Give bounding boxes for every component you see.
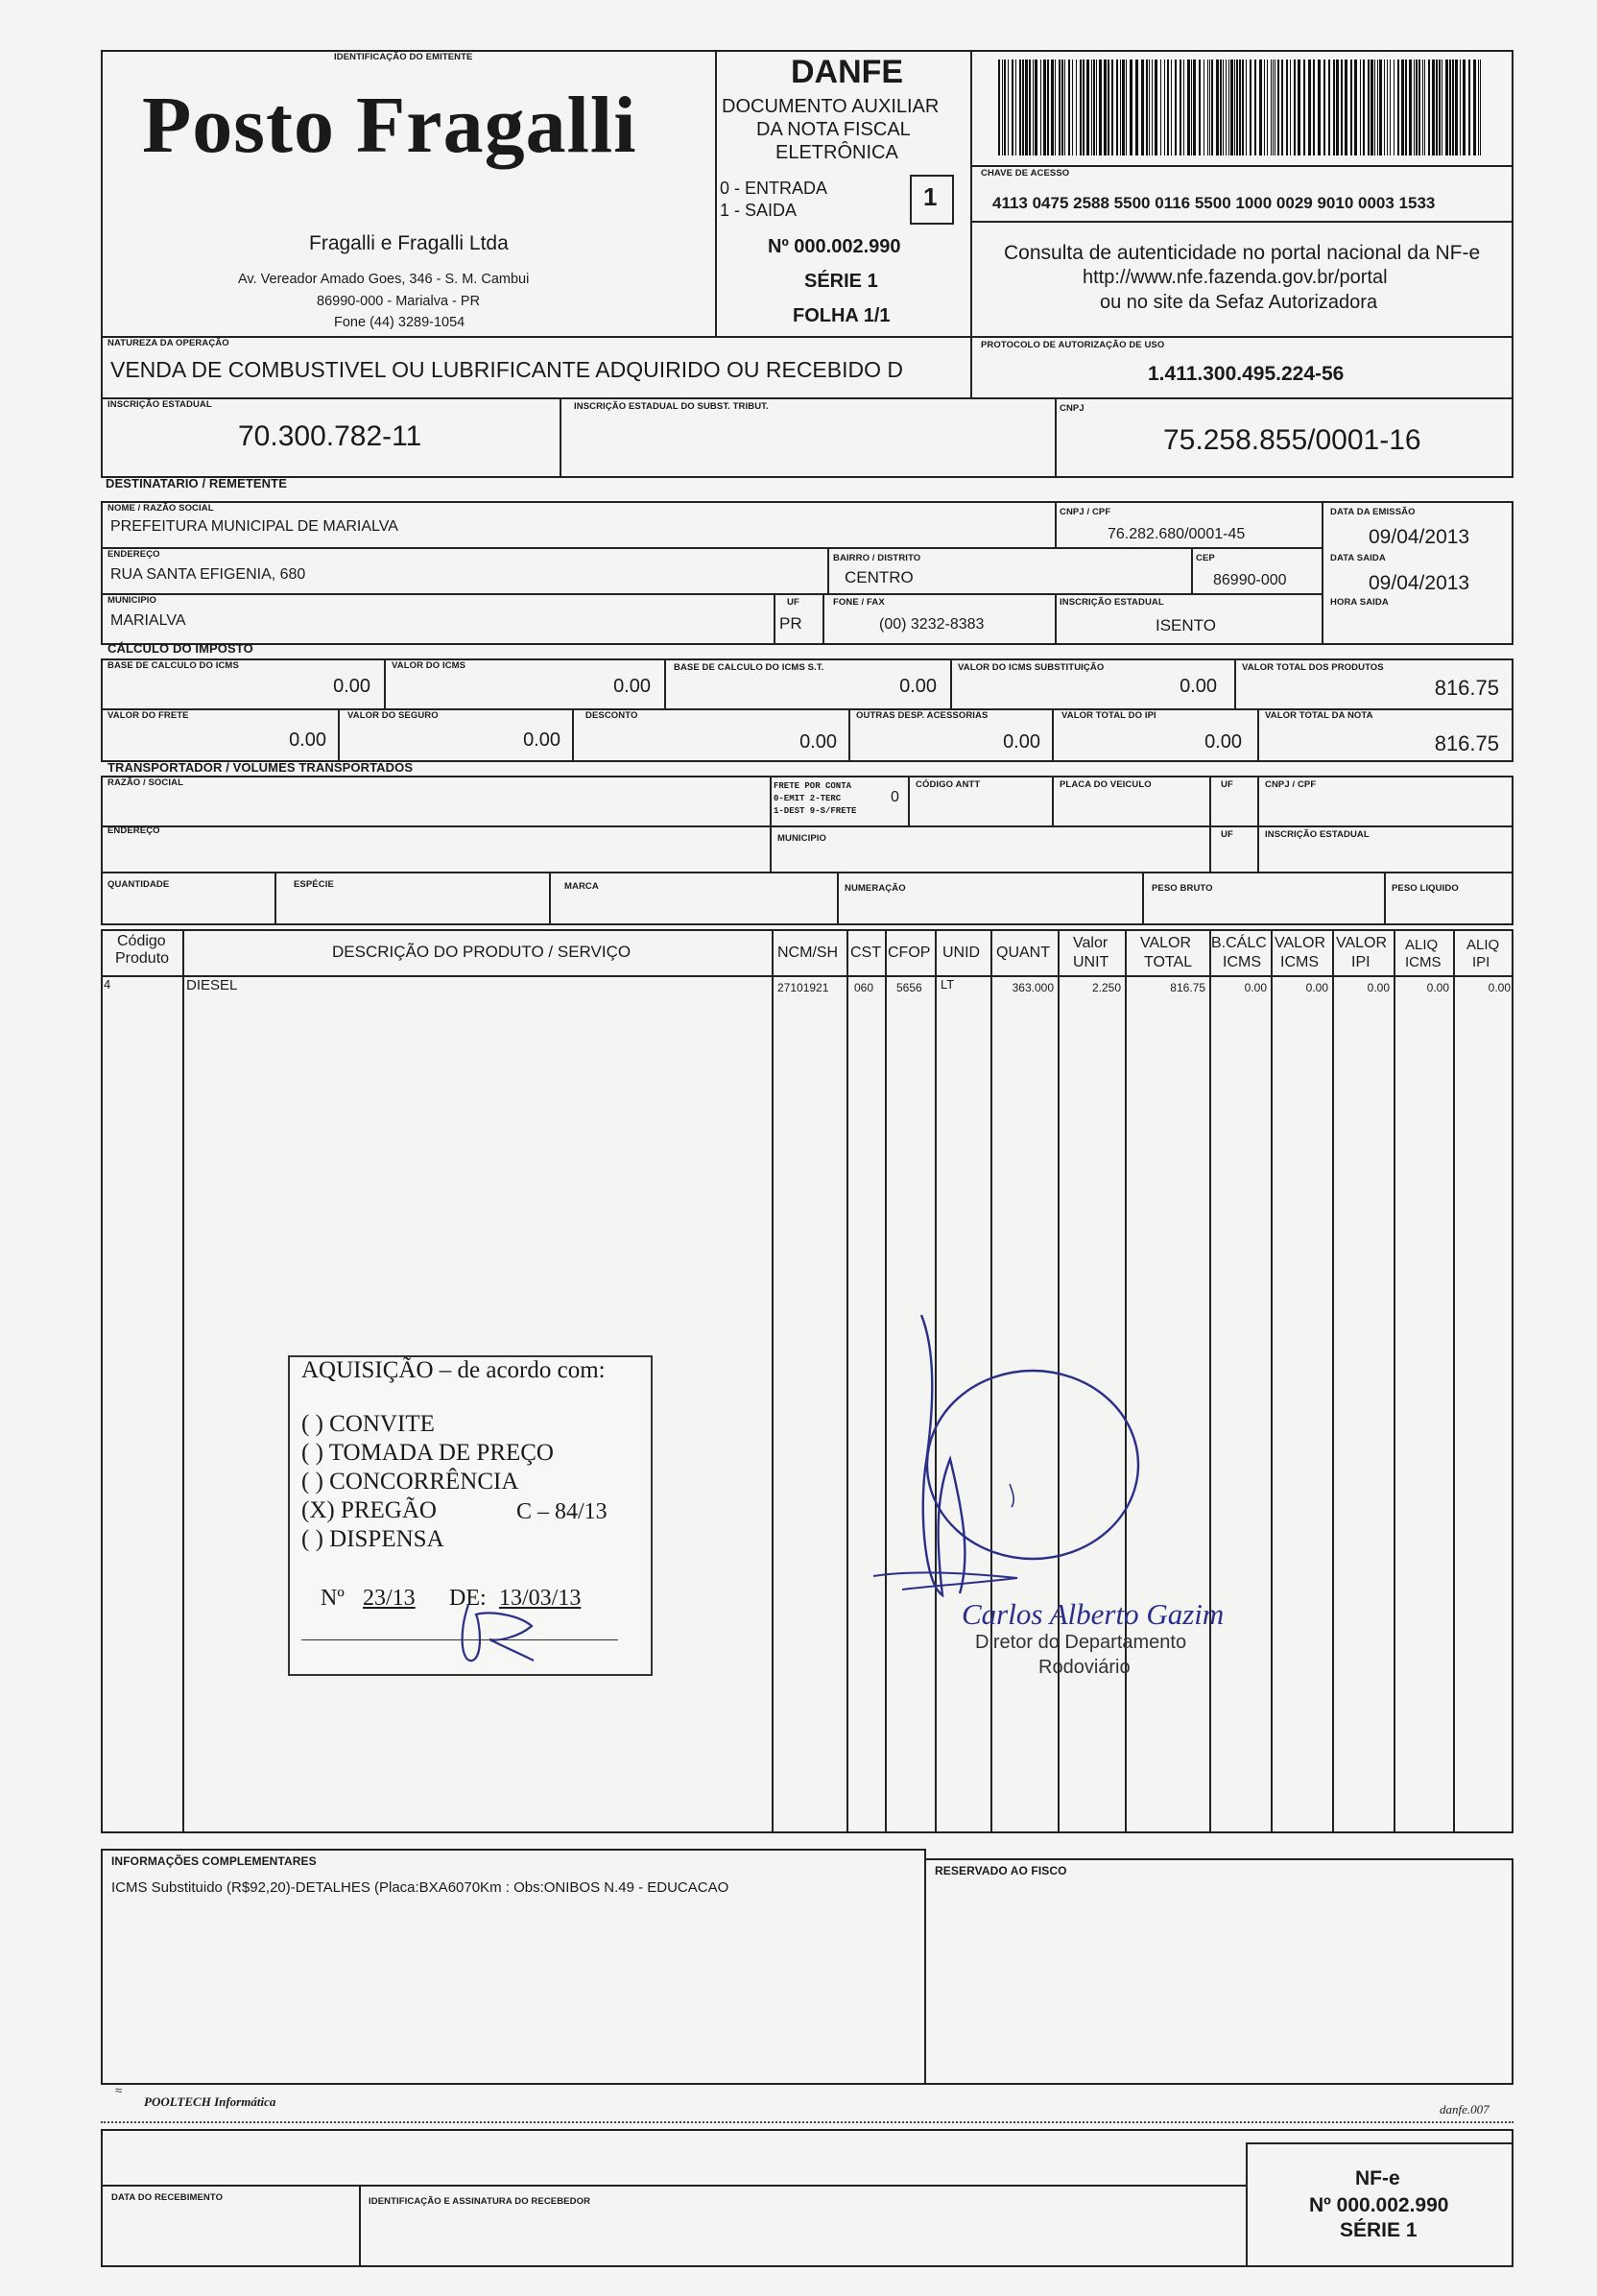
access-key-label: CHAVE DE ACESSO — [981, 168, 1070, 179]
outras-value: 0.00 — [1003, 731, 1040, 753]
col-bcalc-2: ICMS — [1223, 954, 1261, 970]
signature-name: Carlos Alberto Gazim — [962, 1597, 1225, 1631]
stamp-date: 13/03/13 — [499, 1586, 582, 1611]
col-cfop: CFOP — [888, 945, 931, 961]
cep-value: 86990-000 — [1213, 572, 1287, 588]
danfe-subtitle-2: DA NOTA FISCAL — [756, 119, 911, 140]
fisco-box — [924, 1858, 1514, 2085]
recebimento-label: DATA DO RECEBIMENTO — [111, 2192, 224, 2203]
danfe-entrada: 0 - ENTRADA — [720, 179, 828, 198]
saida-value: 09/04/2013 — [1369, 572, 1470, 594]
emitter-city: 86990-000 - Marialva - PR — [317, 294, 481, 309]
municipio-label: MUNICIPIO — [107, 595, 157, 606]
transport-uf2-label: UF — [1221, 829, 1233, 840]
total-prod-value: 816.75 — [1434, 676, 1499, 700]
bairro-label: BAIRRO / DISTRITO — [833, 553, 921, 563]
cnpj-label: CNPJ — [1060, 403, 1085, 414]
stamp-convite: ( ) CONVITE — [301, 1411, 435, 1437]
bairro-value: CENTRO — [845, 568, 914, 586]
recipient-name-label: NOME / RAZÃO SOCIAL — [107, 503, 214, 514]
cnpj-value: 75.258.855/0001-16 — [1163, 424, 1421, 456]
col-cst: CST — [850, 945, 881, 961]
row-cfop: 5656 — [896, 981, 922, 994]
initials-signature — [451, 1593, 566, 1670]
valor-icms-label: VALOR DO ICMS — [392, 660, 466, 671]
fone-label: FONE / FAX — [833, 597, 885, 608]
signature-role-2: Rodoviário — [1038, 1657, 1131, 1678]
row-bcalc: 0.00 — [1244, 981, 1267, 994]
col-ncm: NCM/SH — [777, 945, 839, 961]
natureza-label: NATUREZA DA OPERAÇÃO — [107, 338, 229, 348]
col-aipi-1: ALIQ — [1466, 937, 1500, 953]
info-label: INFORMAÇÕES COMPLEMENTARES — [111, 1854, 317, 1868]
col-aipi-2: IPI — [1472, 954, 1490, 970]
receipt-box — [101, 2129, 1514, 2267]
director-signature — [845, 1305, 1152, 1613]
natureza-value: VENDA DE COMBUSTIVEL OU LUBRIFICANTE ADQUIRIDO OU RECEBIDO D — [110, 357, 904, 382]
stamp-dispensa: ( ) DISPENSA — [301, 1526, 444, 1552]
col-quant: QUANT — [996, 945, 1050, 961]
recipient-ie: ISENTO — [1156, 616, 1216, 634]
col-vunit-1: Valor — [1073, 935, 1108, 951]
stamp-pregao: (X) PREGÃO — [301, 1497, 437, 1523]
recipient-ie-label: INSCRIÇÃO ESTADUAL — [1060, 597, 1164, 608]
outras-label: OUTRAS DESP. ACESSORIAS — [856, 710, 989, 721]
col-codigo-1: Código — [117, 933, 166, 949]
danfe-serie: SÉRIE 1 — [804, 271, 878, 292]
transport-ie-label: INSCRIÇÃO ESTADUAL — [1265, 829, 1370, 840]
marca-label: MARCA — [564, 881, 599, 892]
total-nota-value: 816.75 — [1434, 731, 1499, 755]
recipient-cnpj-label: CNPJ / CPF — [1060, 507, 1111, 517]
base-st-value: 0.00 — [899, 676, 937, 697]
valor-icms-value: 0.00 — [613, 676, 651, 697]
access-key: 4113 0475 2588 5500 0116 5500 1000 0029 9010 0003 1533 — [992, 194, 1436, 212]
stamp-num: 23/13 — [363, 1586, 416, 1611]
frete-option-1: FRETE POR CONTA — [774, 781, 852, 791]
placa-label: PLACA DO VEICULO — [1060, 779, 1152, 790]
base-st-label: BASE DE CALCULO DO ICMS S.T. — [674, 662, 824, 673]
emitter-section-label: IDENTIFICAÇÃO DO EMITENTE — [334, 52, 473, 62]
col-vicms-1: VALOR — [1275, 935, 1326, 951]
transport-endereco-label: ENDEREÇO — [107, 825, 160, 836]
nfe-number: Nº 000.002.990 — [1309, 2194, 1449, 2216]
row-unid: LT — [941, 977, 955, 992]
stamp-title: AQUISIÇÃO – de acordo com: — [301, 1357, 606, 1383]
transport-cnpj-label: CNPJ / CPF — [1265, 779, 1317, 790]
especie-label: ESPÉCIE — [294, 879, 334, 890]
row-aicms: 0.00 — [1426, 981, 1449, 994]
col-bcalc-1: B.CÁLC — [1211, 935, 1267, 951]
total-nota-label: VALOR TOTAL DA NOTA — [1265, 710, 1373, 721]
col-vicms-2: ICMS — [1280, 954, 1319, 970]
uf-value: PR — [779, 614, 802, 633]
ie-label: INSCRIÇÃO ESTADUAL — [107, 399, 212, 410]
transport-municipio-label: MUNICIPIO — [777, 833, 827, 844]
valor-st-label: VALOR DO ICMS SUBSTITUIÇÃO — [958, 662, 1105, 673]
col-vtotal-2: TOTAL — [1144, 954, 1193, 970]
footer-brand: POOLTECH Informática — [144, 2094, 276, 2109]
col-aicms-2: ICMS — [1405, 954, 1442, 970]
col-unid: UNID — [942, 945, 981, 961]
saida-label: DATA SAIDA — [1330, 553, 1386, 563]
transport-uf-label: UF — [1221, 779, 1233, 790]
base-icms-value: 0.00 — [333, 676, 370, 697]
recipient-cnpj: 76.282.680/0001-45 — [1108, 526, 1246, 542]
desconto-value: 0.00 — [799, 731, 837, 753]
col-vunit-2: UNIT — [1073, 954, 1109, 970]
emitter-logo: Posto Fragalli — [142, 81, 637, 170]
col-codigo-2: Produto — [115, 950, 170, 967]
municipio-value: MARIALVA — [110, 612, 186, 629]
stamp-tomada: ( ) TOMADA DE PREÇO — [301, 1440, 554, 1466]
recipient-name: PREFEITURA MUNICIPAL DE MARIALVA — [110, 518, 398, 535]
assinatura-label: IDENTIFICAÇÃO E ASSINATURA DO RECEBEDOR — [369, 2196, 591, 2207]
protocolo-value: 1.411.300.495.224-56 — [1148, 363, 1345, 385]
transport-razao-label: RAZÃO / SOCIAL — [107, 777, 183, 788]
row-descricao: DIESEL — [186, 977, 238, 993]
frete-option-2: 0-EMIT 2-TERC — [774, 794, 842, 803]
danfe-type-value: 1 — [923, 182, 938, 211]
frete-label: VALOR DO FRETE — [107, 710, 189, 721]
stamp-de-prefix: DE: — [449, 1586, 487, 1611]
consult-line-3: ou no site da Sefaz Autorizadora — [1100, 292, 1378, 313]
row-ncm: 27101921 — [777, 981, 829, 994]
fone-value: (00) 3232-8383 — [879, 616, 985, 633]
ie-st-label: INSCRIÇÃO ESTADUAL DO SUBST. TRIBUT. — [574, 401, 769, 412]
frete-option-value: 0 — [891, 789, 899, 805]
nfe-label: NF-e — [1355, 2167, 1400, 2189]
footer-code: danfe.007 — [1440, 2102, 1490, 2117]
peso-liquido-label: PESO LIQUIDO — [1392, 883, 1459, 894]
row-aipi: 0.00 — [1488, 981, 1511, 994]
barcode — [998, 60, 1488, 155]
nfe-serie: SÉRIE 1 — [1340, 2219, 1418, 2241]
frete-option-3: 1-DEST 9-S/FRETE — [774, 806, 857, 816]
consult-line-1: Consulta de autenticidade no portal nacional da NF-e — [1004, 242, 1481, 264]
valor-st-value: 0.00 — [1180, 676, 1217, 697]
info-text: ICMS Substituido (R$92,20)-DETALHES (Placa:BXA6070Km : Obs:ONIBOS N.49 - EDUCACAO — [111, 1879, 729, 1896]
danfe-subtitle-3: ELETRÔNICA — [775, 142, 898, 163]
stamp-num-prefix: Nº — [321, 1586, 345, 1611]
recipient-address-label: ENDEREÇO — [107, 549, 160, 560]
signature-role-1: Diretor do Departamento — [975, 1632, 1187, 1653]
col-vipi-1: VALOR — [1336, 935, 1388, 951]
fisco-label: RESERVADO AO FISCO — [935, 1864, 1067, 1877]
cut-line — [101, 2121, 1514, 2123]
protocolo-label: PROTOCOLO DE AUTORIZAÇÃO DE USO — [981, 340, 1165, 350]
row-quant: 363.000 — [1012, 981, 1054, 994]
numeracao-label: NUMERAÇÃO — [845, 883, 906, 894]
row-cst: 060 — [854, 981, 874, 994]
row-vipi: 0.00 — [1367, 981, 1390, 994]
emissao-value: 09/04/2013 — [1369, 526, 1470, 548]
quantidade-label: QUANTIDADE — [107, 879, 170, 890]
row-vicms: 0.00 — [1305, 981, 1328, 994]
total-prod-label: VALOR TOTAL DOS PRODUTOS — [1242, 662, 1384, 673]
peso-bruto-label: PESO BRUTO — [1152, 883, 1213, 894]
seguro-label: VALOR DO SEGURO — [347, 710, 439, 721]
row-codigo: 4 — [104, 977, 111, 992]
stamp-pregao-code: C – 84/13 — [516, 1499, 608, 1524]
danfe-saida: 1 - SAIDA — [720, 201, 798, 220]
consult-line-2: http://www.nfe.fazenda.gov.br/portal — [1083, 267, 1388, 288]
seguro-value: 0.00 — [523, 729, 560, 751]
cep-label: CEP — [1196, 553, 1215, 563]
danfe-folha: FOLHA 1/1 — [793, 305, 891, 326]
footer-brand-icon: ≈ — [115, 2083, 123, 2097]
emissao-label: DATA DA EMISSÃO — [1330, 507, 1416, 517]
col-descricao: DESCRIÇÃO DO PRODUTO / SERVIÇO — [332, 943, 632, 961]
ipi-value: 0.00 — [1204, 731, 1242, 753]
emitter-phone: Fone (44) 3289-1054 — [334, 315, 465, 330]
tax-section-label: CÁLCULO DO IMPOSTO — [107, 641, 253, 656]
col-vipi-2: IPI — [1351, 954, 1371, 970]
danfe-subtitle-1: DOCUMENTO AUXILIAR — [722, 96, 940, 117]
col-vtotal-1: VALOR — [1140, 935, 1192, 951]
row-vunit: 2.250 — [1091, 981, 1121, 994]
danfe-title: DANFE — [791, 54, 904, 90]
emitter-address: Av. Vereador Amado Goes, 346 - S. M. Cambui — [238, 272, 530, 287]
frete-value: 0.00 — [289, 729, 326, 751]
recipient-address: RUA SANTA EFIGENIA, 680 — [110, 566, 306, 583]
row-vtotal: 816.75 — [1170, 981, 1205, 994]
ipi-label: VALOR TOTAL DO IPI — [1061, 710, 1156, 721]
stamp-concorrencia: ( ) CONCORRÊNCIA — [301, 1469, 519, 1495]
recipient-section-label: DESTINATARIO / REMETENTE — [106, 476, 287, 490]
transport-section-label: TRANSPORTADOR / VOLUMES TRANSPORTADOS — [107, 760, 414, 775]
base-icms-label: BASE DE CALCULO DO ICMS — [107, 660, 239, 671]
hora-label: HORA SAIDA — [1330, 597, 1389, 608]
desconto-label: DESCONTO — [585, 710, 638, 721]
col-aicms-1: ALIQ — [1405, 937, 1439, 953]
antt-label: CÓDIGO ANTT — [916, 779, 981, 790]
danfe-number: Nº 000.002.990 — [768, 236, 901, 257]
ie-value: 70.300.782-11 — [238, 420, 422, 452]
uf-label: UF — [787, 597, 799, 608]
emitter-company: Fragalli e Fragalli Ltda — [309, 232, 509, 254]
